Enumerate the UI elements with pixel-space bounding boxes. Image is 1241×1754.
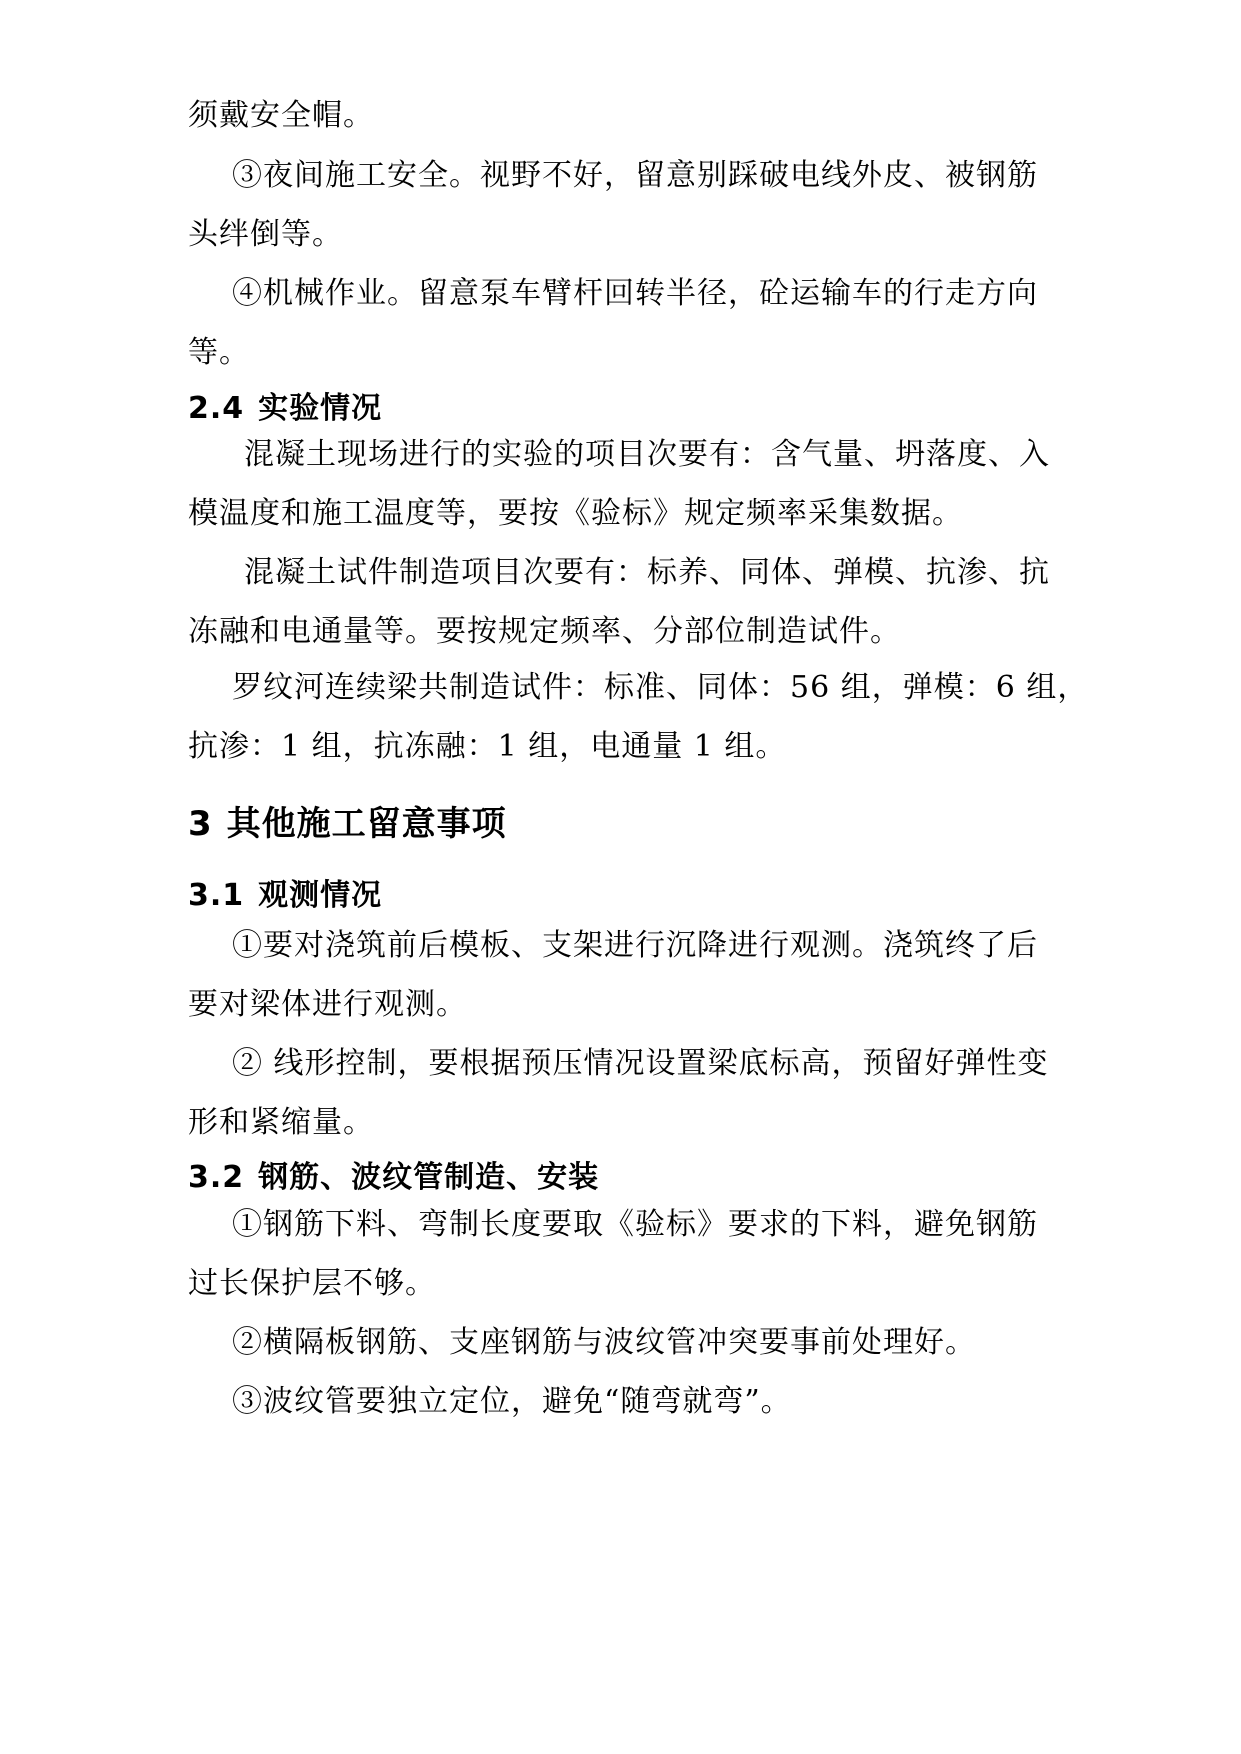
paragraph-line: 等。 bbox=[188, 335, 250, 370]
paragraph-line: 冻融和电通量等。要按规定频率、分部位制造试件。 bbox=[188, 614, 901, 649]
paragraph-line: ④机械作业。留意泵车臂杆回转半径，砼运输车的行走方向 bbox=[232, 276, 1038, 311]
paragraph-line: 模温度和施工温度等，要按《验标》规定频率采集数据。 bbox=[188, 496, 963, 531]
paragraph-line: 混凝土现场进行的实验的项目次要有：含气量、坍落度、入 bbox=[244, 437, 1050, 472]
heading-title: 钢筋、波纹管制造、安装 bbox=[258, 1160, 600, 1195]
paragraph-line: 头绊倒等。 bbox=[188, 217, 343, 252]
paragraph-line: 过长保护层不够。 bbox=[188, 1266, 436, 1301]
paragraph-line: 要对梁体进行观测。 bbox=[188, 987, 467, 1022]
heading-number: 3 bbox=[188, 804, 213, 844]
paragraph-line: 混凝土试件制造项目次要有：标养、同体、弹模、抗渗、抗 bbox=[244, 555, 1050, 590]
section-heading-2-4 bbox=[188, 389, 382, 429]
paragraph-line: 须戴安全帽。 bbox=[188, 98, 374, 133]
paragraph-line: ② 线形控制，要根据预压情况设置梁底标高，预留好弹性变 bbox=[232, 1046, 1049, 1081]
heading-title: 其他施工留意事项 bbox=[226, 804, 507, 844]
paragraph-line: ③波纹管要独立定位，避免“随弯就弯”。 bbox=[232, 1384, 792, 1419]
heading-title: 实验情况 bbox=[258, 391, 383, 426]
heading-number: 2.4 bbox=[188, 391, 245, 426]
paragraph-line: 形和紧缩量。 bbox=[188, 1105, 374, 1140]
paragraph-line: ①要对浇筑前后模板、支架进行沉降进行观测。浇筑终了后 bbox=[232, 928, 1038, 963]
paragraph-line: ①钢筋下料、弯制长度要取《验标》要求的下料，避免钢筋 bbox=[232, 1207, 1038, 1242]
heading-number: 3.2 bbox=[188, 1160, 245, 1195]
paragraph-line: 罗纹河连续梁共制造试件：标准、同体：56 组，弹模：6 组， bbox=[232, 670, 1089, 705]
paragraph-line: 抗渗：1 组，抗冻融：1 组，电通量 1 组。 bbox=[188, 729, 787, 764]
heading-number: 3.1 bbox=[188, 878, 245, 913]
chapter-heading-3 bbox=[188, 804, 507, 844]
paragraph-line: ③夜间施工安全。视野不好，留意别踩破电线外皮、被钢筋 bbox=[232, 158, 1038, 193]
section-heading-3-2 bbox=[188, 1158, 599, 1198]
section-heading-3-1 bbox=[188, 876, 382, 916]
paragraph-line: ②横隔板钢筋、支座钢筋与波纹管冲突要事前处理好。 bbox=[232, 1325, 976, 1360]
heading-title: 观测情况 bbox=[258, 878, 383, 913]
